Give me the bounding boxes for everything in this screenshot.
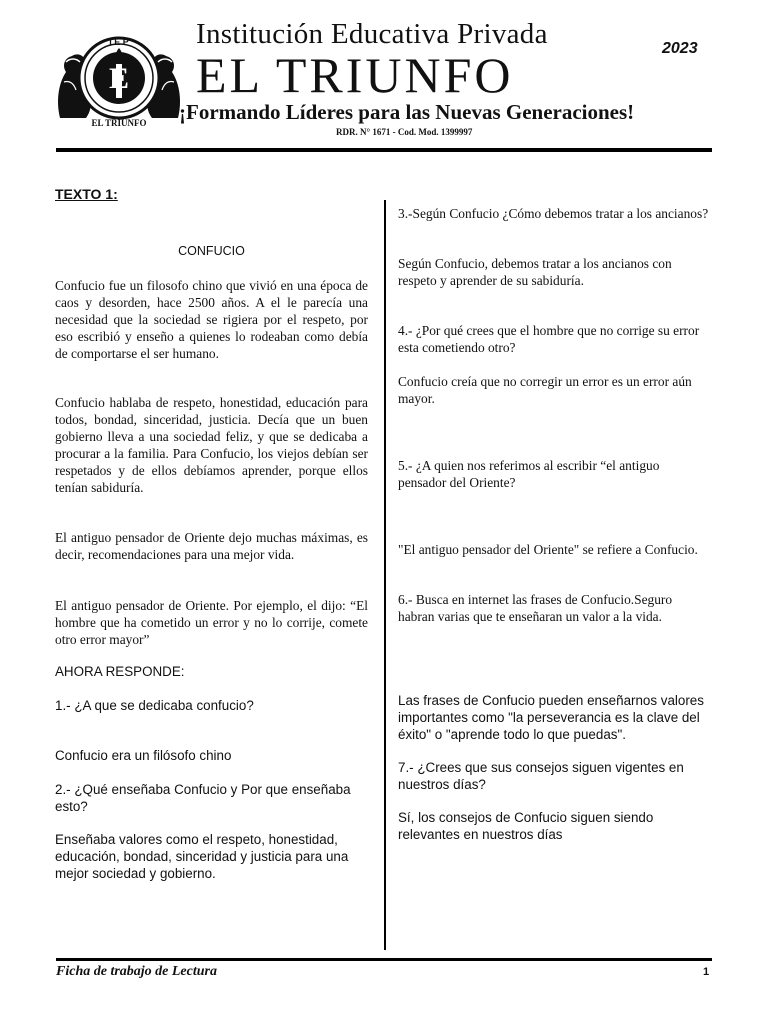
reading-paragraph-3: El antiguo pensador de Oriente dejo muchas máximas, es decir, recomendaciones para una mejor vida. bbox=[55, 530, 368, 562]
reading-paragraph-4: El antiguo pensador de Oriente. Por ejemplo, el dijo: “El hombre que ha cometido un error y no lo corrije, comete otro error mayor” bbox=[55, 598, 368, 647]
question-4: 4.- ¿Por qué crees que el hombre que no corrige su error esta cometiendo otro? bbox=[398, 323, 700, 355]
year-label: 2023 bbox=[662, 40, 698, 57]
question-6: 6.- Busca en internet las frases de Confucio.Seguro habran varias que te enseñaran un valor a la vida. bbox=[398, 592, 673, 624]
question-1: 1.- ¿A que se dedicaba confucio? bbox=[55, 698, 254, 713]
article-title: CONFUCIO bbox=[178, 244, 245, 258]
answer-6: Las frases de Confucio pueden enseñarnos valores importantes como "la perseverancia es la clave del éxito" o "aprende todo lo que puedas". bbox=[398, 693, 704, 742]
respond-heading: AHORA RESPONDE: bbox=[55, 664, 185, 679]
reading-paragraph-1: Confucio fue un filosofo chino que vivió en una época de caos y desorden, hace 2500 años. A el le parecía una necesidad que la sociedad se rigiera por el respeto, por eso escribió y enseño a quienes lo rodeaban como debía de comportarse el ser humano. bbox=[55, 278, 368, 361]
question-7: 7.- ¿Crees que sus consejos siguen vigentes en nuestros días? bbox=[398, 760, 684, 792]
answer-2: Enseñaba valores como el respeto, honestidad, educación, bondad, sinceridad y justicia para una mejor sociedad y gobierno. bbox=[55, 832, 349, 881]
emblem-letter: E bbox=[108, 62, 130, 95]
column-divider bbox=[384, 200, 386, 950]
question-3: 3.-Según Confucio ¿Cómo debemos tratar a los ancianos? bbox=[398, 206, 709, 221]
answer-7: Sí, los consejos de Confucio siguen siendo relevantes en nuestros días bbox=[398, 810, 654, 842]
answer-5: "El antiguo pensador del Oriente" se refiere a Confucio. bbox=[398, 542, 698, 557]
answer-4: Confucio creía que no corregir un error es un error aún mayor. bbox=[398, 374, 692, 406]
logo-bottom-text: EL TRIUNFO bbox=[91, 118, 147, 128]
school-crest-logo bbox=[52, 22, 186, 132]
answer-1: Confucio era un filósofo chino bbox=[55, 748, 232, 763]
registration-code: RDR. N° 1671 - Cod. Mod. 1399997 bbox=[336, 127, 473, 137]
question-2: 2.- ¿Qué enseñaba Confucio y Por que enseñaba esto? bbox=[55, 782, 351, 814]
question-5: 5.- ¿A quien nos referimos al escribir “el antiguo pensador del Oriente? bbox=[398, 458, 660, 490]
institution-line: Institución Educativa Privada bbox=[196, 18, 548, 50]
answer-3: Según Confucio, debemos tratar a los ancianos con respeto y aprender de su sabiduría. bbox=[398, 256, 672, 288]
reading-paragraph-2: Confucio hablaba de respeto, honestidad, educación para todos, bondad, sinceridad, justicia. Decía que un buen gobierno lleva a una sociedad feliz, y que se dedicaba a procurar a la familia. Para Confucio, los viejos debían ser respetados y de ellos debíamos aprender, porque ellos tenían sabiduría. bbox=[55, 395, 368, 495]
footer-label: Ficha de trabajo de Lectura bbox=[56, 964, 217, 979]
page-number: 1 bbox=[703, 966, 710, 978]
header-divider bbox=[56, 148, 712, 152]
school-motto: ¡Formando Líderes para las Nuevas Generaciones! bbox=[179, 100, 635, 124]
section-title: TEXTO 1: bbox=[55, 186, 118, 202]
school-name: EL TRIUNFO bbox=[196, 47, 514, 103]
footer-divider bbox=[56, 958, 712, 961]
logo-top-text: I E P bbox=[109, 37, 129, 47]
